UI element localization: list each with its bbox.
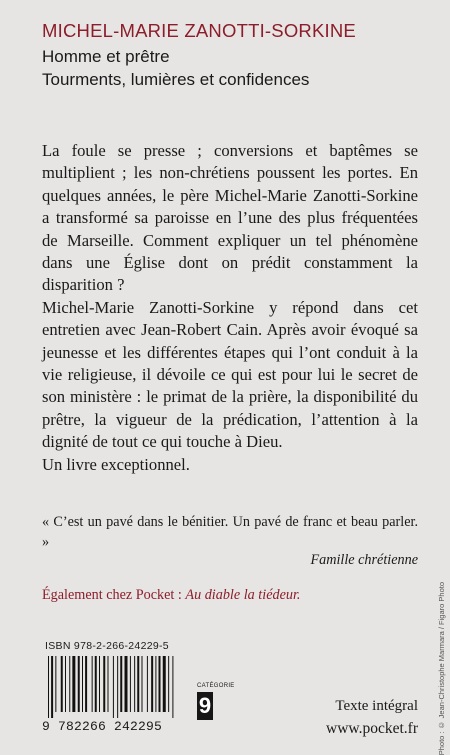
blurb — [42, 140, 418, 476]
also-available-title: Au diable la tiédeur. — [185, 587, 301, 603]
barcode-bar — [159, 656, 161, 712]
barcode-bar — [120, 656, 122, 712]
blurb-paragraph: Michel-Marie Zanotti-Sorkine y répond dans cet entretien avec Jean-Robert Cain. Après avoir évoqué sa jeunesse et les différentes étapes qui l’ont conduit à la vie religieuse, il dévoile ce qui est pour lui le secret de son ministère : le primat de la prière, la disponibilité du prêtre, la vigueur de la prédication, l’attention à la dignité de tout ce qui touche à Dieu. — [42, 297, 418, 452]
barcode-bar — [65, 656, 66, 712]
also-available — [42, 585, 422, 605]
barcode-bar — [172, 656, 173, 718]
barcode — [42, 656, 192, 726]
barcode-bar — [134, 656, 135, 712]
barcode-bar — [147, 656, 148, 712]
barcode-bar — [108, 656, 109, 712]
barcode-digits: 9 782266 242295 — [42, 719, 163, 734]
blurb-paragraph: Un livre exceptionnel. — [42, 454, 190, 474]
barcode-bar — [92, 656, 93, 712]
barcode-bar — [82, 656, 83, 712]
barcode-bar — [125, 656, 128, 712]
barcode-bar — [130, 656, 131, 712]
barcode-bar — [163, 656, 166, 712]
category-label: CATÉGORIE — [197, 683, 235, 689]
barcode-bar — [113, 656, 114, 718]
barcode-bar — [137, 656, 139, 712]
barcode-bar — [85, 656, 87, 712]
barcode-bar — [72, 656, 75, 712]
book-title: Homme et prêtre — [42, 47, 170, 66]
barcode-bar — [69, 656, 70, 712]
barcode-bar — [103, 656, 105, 712]
book-subtitle: Tourments, lumières et confidences — [42, 70, 310, 89]
author-name: MICHEL-MARIE ZANOTTI-SORKINE — [42, 20, 356, 41]
back-cover-header — [42, 18, 422, 91]
barcode-bar — [155, 656, 156, 712]
category-badge: 9 — [198, 693, 212, 718]
barcode-bar — [99, 656, 100, 712]
also-available-prefix: Également chez Pocket : — [42, 587, 186, 603]
barcode-bar — [151, 656, 153, 712]
isbn-number: ISBN 978-2-266-24229-5 — [45, 640, 169, 652]
barcode-bar — [55, 656, 56, 712]
barcode-bar — [117, 656, 118, 718]
barcode-bar — [51, 656, 53, 718]
press-quote: « C’est un pavé dans le bénitier. Un pavé de franc et beau parler. » — [42, 514, 418, 550]
barcode-bar — [142, 656, 143, 712]
barcode-bar — [95, 656, 97, 712]
press-quote-source: Famille chrétienne — [310, 552, 418, 568]
barcode-bars — [42, 656, 192, 718]
edition-note: Texte intégral — [335, 698, 418, 714]
barcode-bar — [78, 656, 80, 712]
barcode-bar — [48, 656, 49, 718]
barcode-bar — [61, 656, 63, 712]
publisher-website: www.pocket.fr — [326, 720, 418, 737]
blurb-paragraph: La foule se presse ; conversions et baptêmes se multiplient ; les non-chrétiens poussent les portes. En quelques années, le père Michel-Marie Zanotti-Sorkine a transformé sa paroisse en l’une des plus fréquentées de Marseille. Comment expliquer un tel phénomène dans une Église dont on prédit constamment la disparition ? — [42, 141, 418, 295]
barcode-bar — [168, 656, 169, 712]
photo-credit: Photo : © Jean-Christophe Marmara / Figaro Photo — [437, 582, 446, 755]
